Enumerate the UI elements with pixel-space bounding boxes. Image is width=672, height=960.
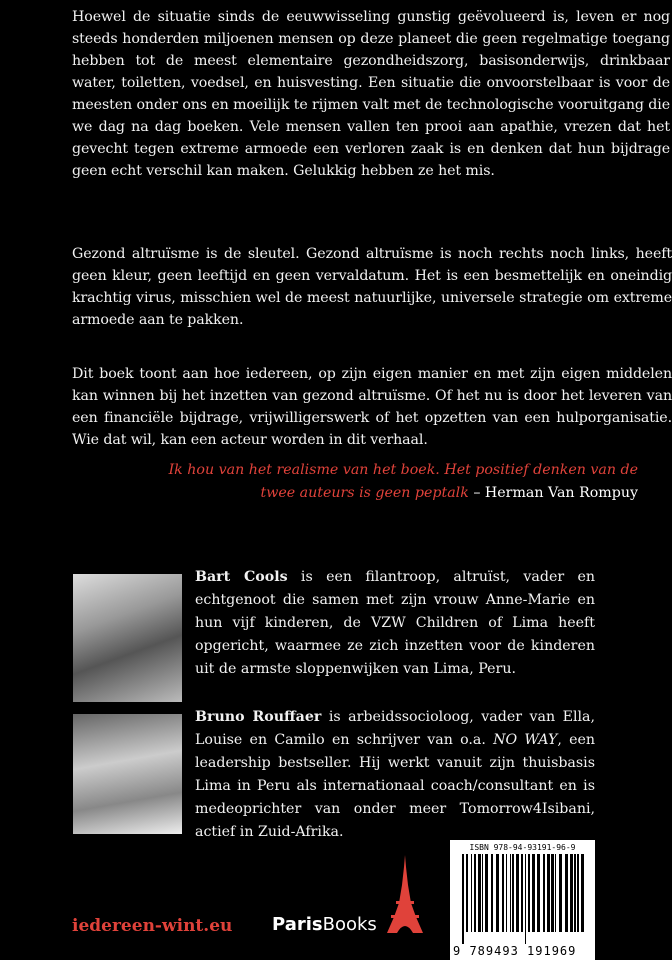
- eiffel-tower-icon: [385, 855, 425, 933]
- blurb-paragraph-1: Hoewel de situatie sinds de eeuwwisseling gunstig geëvolueerd is, leven er nog steeds honderden miljoenen mensen op deze planeet die geen regelmatige toegang hebben tot de meest elementaire gezondheidszorg, basisonderwijs, drinkbaar water, toiletten, voedsel, en huisvesting. Een situatie die onvoorstelbaar is voor de meesten onder ons en moeilijk te rijmen valt met de technologische vooruitgang die we dag na dag boeken. Vele mensen vallen ten prooi aan apathie, vrezen dat het gevecht tegen extreme armoede een verloren zaak is en denken dat hun bijdrage geen echt verschil kan maken. Gelukkig hebben ze het mis.: [72, 9, 671, 179]
- blurb-paragraph-2: Gezond altruïsme is de sleutel. Gezond altruïsme is noch rechts noch links, heeft geen kleur, geen leeftijd en geen vervaldatum. Het is een besmettelijk en oneindig krachtig virus, misschien wel de meest natuurlijke, universele strategie om extreme armoede aan te pakken.: [72, 246, 672, 328]
- endorsement-quote: [160, 459, 638, 505]
- author-photo-bruno-rouffaer: [73, 714, 182, 834]
- barcode-bars: [462, 854, 586, 944]
- bio-text: is een filantroop, altruïst, vader en echtgenoot die samen met zijn vrouw Anne-Marie en hun vijf kinderen, de VZW Children of Lima heeft opgericht, waarmee ze zich inzetten voor de kinderen uit de armste sloppenwijken van Lima, Peru.: [195, 569, 595, 677]
- book-title: NO WAY: [493, 732, 558, 748]
- quote-author: – Herman Van Rompuy: [473, 485, 638, 501]
- isbn-text: ISBN 978-94-93191-96-9: [469, 843, 576, 852]
- blurb-paragraph-3: Dit boek toont aan hoe iedereen, op zijn eigen manier en met zijn eigen middelen kan winnen bij het inzetten van gezond altruïsme. Of het nu is door het leveren van een financiële bijdrage, vrijwilligerswerk of het opzetten van een hulporganisatie. Wie dat wil, kan een acteur worden in dit verhaal.: [72, 366, 672, 448]
- isbn-barcode: [450, 840, 595, 960]
- author-name: Bruno Rouffaer: [195, 709, 322, 725]
- author-bio-bart-cools: [195, 566, 595, 681]
- bio-text: , een leadership bestseller. Hij werkt vanuit zijn thuisbasis Lima in Peru als internationaal coach/consultant en is medeoprichter van onder meer Tomorrow4Isibani, actief in Zuid-Afrika.: [195, 732, 595, 840]
- author-bio-bruno-rouffaer: [195, 706, 595, 844]
- barcode-digits: 9 789493 191969: [453, 944, 577, 958]
- publisher-logo: ParisBooks: [272, 914, 377, 935]
- bio-text: is arbeidssocioloog, vader van Ella, Louise en Camilo en schrijver van o.a.: [195, 709, 595, 748]
- website-link[interactable]: iedereen-wint.eu: [72, 916, 233, 936]
- quote-text: Ik hou van het realisme van het boek. Het positief denken van de twee auteurs is geen peptalk: [168, 462, 638, 501]
- author-photo-bart-cools: [73, 574, 182, 702]
- author-name: Bart Cools: [195, 569, 288, 585]
